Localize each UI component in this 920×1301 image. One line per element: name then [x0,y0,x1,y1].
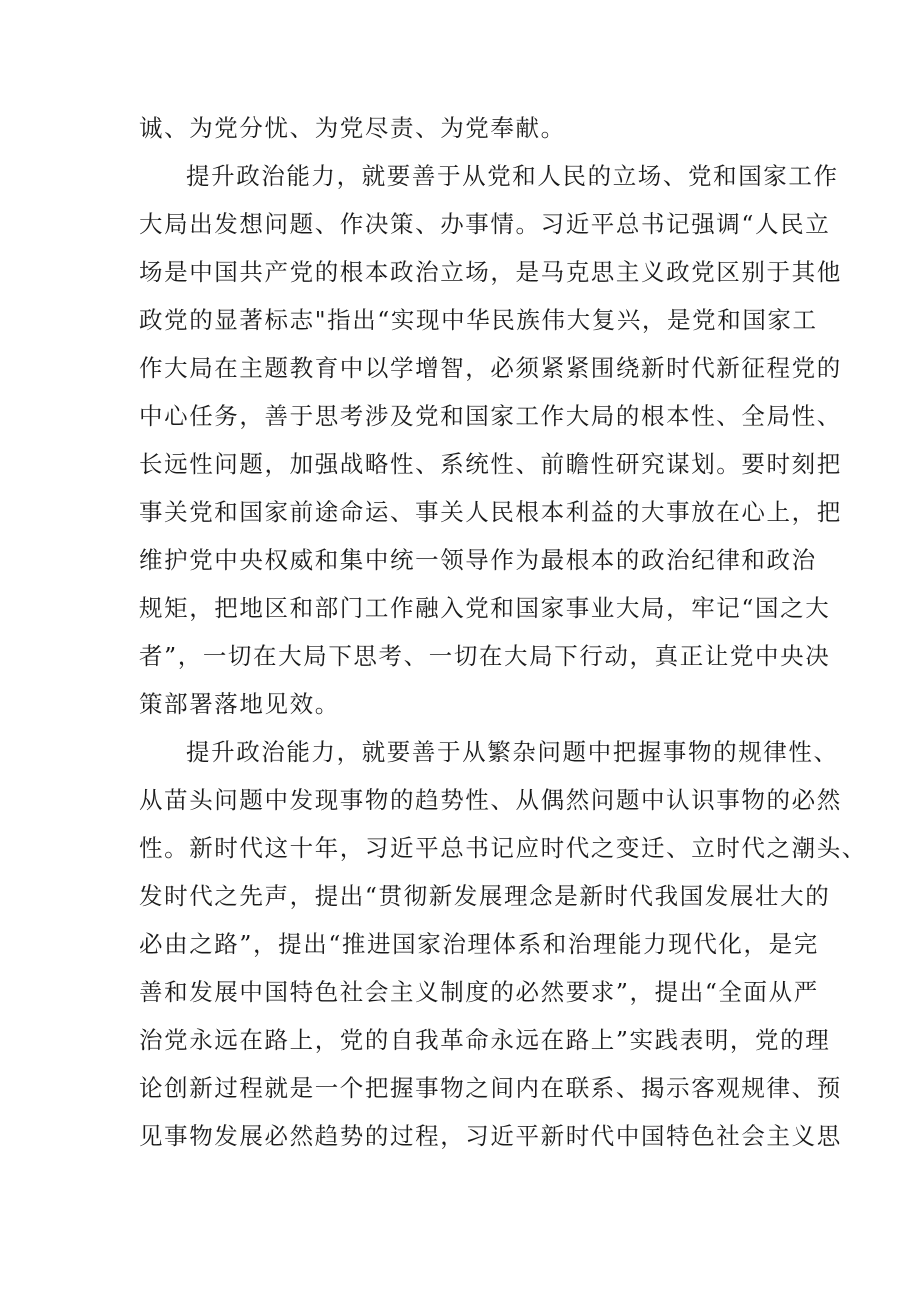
text-line: 发时代之先声，提出“贯彻新发展理念是新时代我国发展壮大的 [139,882,831,910]
text-line: 事关党和国家前途命运、事关人民根本利益的大事放在心上，把 [139,498,842,526]
text-line: 规矩，把地区和部门工作融入党和国家事业大局，牢记“国之大 [139,594,831,622]
text-line: 作大局在主题教育中以学增智，必须紧紧围绕新时代新征程党的 [139,354,842,382]
text-line: 维护党中央权威和集中统一领导作为最根本的政治纪律和政治 [139,546,817,574]
body-text [139,104,867,1160]
text-line: 策部署落地见效。 [139,690,340,718]
text-line: 政党的显著标志"指出“实现中华民族伟大复兴，是党和国家工 [139,306,818,334]
text-line: 者”，一切在大局下思考、一切在大局下行动，真正让党中央决 [139,642,831,670]
text-line: 场是中国共产党的根本政治立场，是马克思主义政党区别于其他 [139,258,842,286]
text-line: 治党永远在路上，党的自我革命永远在路上”实践表明，党的理 [139,1026,831,1054]
text-line: 长远性问题，加强战略性、系统性、前瞻性研究谋划。要时刻把 [139,450,842,478]
text-line: 大局出发想问题、作决策、办事情。习近平总书记强调“人民立 [139,210,831,238]
text-line: 诚、为党分忧、为党尽责、为党奉献。 [139,114,566,142]
text-line: 从苗头问题中发现事物的趋势性、从偶然问题中认识事物的必然 [139,786,842,814]
text-line: 中心任务，善于思考涉及党和国家工作大局的根本性、全局性、 [139,402,842,430]
text-line: 论创新过程就是一个把握事物之间内在联系、揭示客观规律、预 [139,1074,842,1102]
text-line: 必由之路”，提出“推进国家治理体系和治理能力现代化，是完 [139,930,819,958]
text-line: 性。新时代这十年，习近平总书记应时代之变迁、立时代之潮头、 [139,834,867,862]
paragraph-first-line: 提升政治能力，就要善于从党和人民的立场、党和国家工作 [186,162,839,190]
text-line: 见事物发展必然趋势的过程，习近平新时代中国特色社会主义思 [139,1122,842,1150]
text-line: 善和发展中国特色社会主义制度的必然要求”，提出“全面从严 [139,978,819,1006]
paragraph-first-line: 提升政治能力，就要善于从繁杂问题中把握事物的规律性、 [186,738,839,766]
